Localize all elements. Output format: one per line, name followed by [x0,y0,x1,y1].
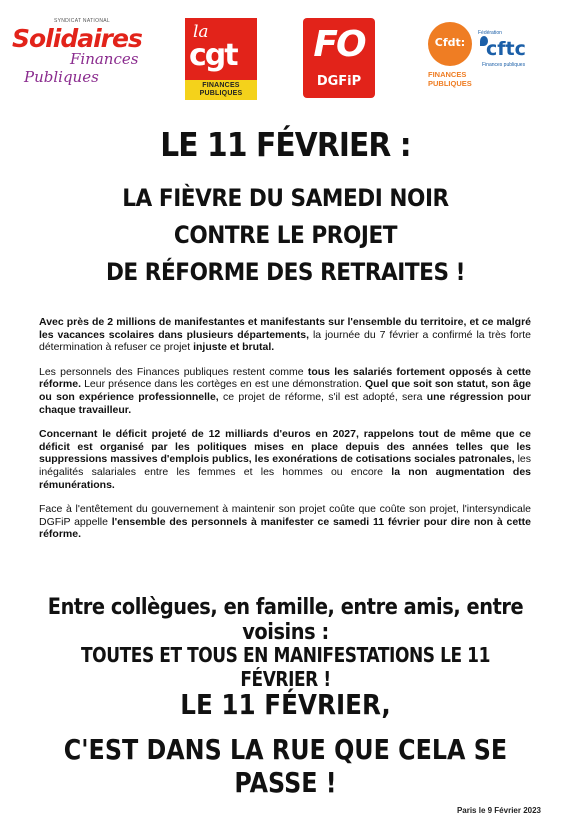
paragraph-1 [39,316,531,354]
cgt-band-line2: PUBLIQUES [199,90,243,97]
paragraph-4 [39,503,531,541]
cfdt-finances: FINANCES [428,70,467,79]
cgt-band [185,80,257,100]
p2-bold-d: Quel que soit son statut, son âge ou son expérience professionnelle, [39,378,531,403]
subtitle-line2: CONTRE LE PROJET [173,221,398,249]
cfdt-cftc-logo [424,20,564,100]
p4-text-a: Face à l'entêtement du gouvernement à maintenir son projet coûte que coûte son projet, l'intersyndicale DGFiP appelle [39,503,531,528]
slogan-line1: Entre collègues, en famille, entre amis, entre voisins : [47,595,524,645]
p3-bold-c: la non augmentation des rémunérations. [39,465,531,491]
p1-text-b: la [312,328,322,341]
logos-header [0,0,571,110]
cfdt-publiques: PUBLIQUES [428,79,472,88]
fo-logo [303,18,375,98]
p2-text-e: ce projet de réforme, s'il est adopté, sera [218,390,427,403]
fo-name: FO [313,24,365,65]
cftc-sub-label: Finances publiques [482,62,526,68]
slogan-line4: C'EST DANS LA RUE QUE CELA SE PASSE ! [63,733,508,799]
p1-bold-a: Avec près de 2 millions de manifestantes et manifestants sur l'ensemble du territoire, et ce malgré les vacances scolaires dans plusieurs départements, [39,316,531,341]
p3-bold-a: Concernant le déficit projeté de 12 milliards d'euros en 2027, rappelons tout de même que ce déficit est organisé par les politiques mises en place depuis des années telles que les suppressions massives d'emplois publics, les exonérations de cotisations sociales patronales, [39,428,531,466]
paragraph-2 [39,366,531,416]
p4-bold-b: l'ensemble des personnels à manifester ce samedi 11 février pour dire non à cette réforme. [39,515,531,541]
cfdt-circle [428,22,472,66]
body-text [39,316,531,553]
date-footer: Paris le 9 Février 2023 [456,806,541,815]
solidaires-finances: Finances [70,50,139,68]
solidaires-small-label: SYNDICAT NATIONAL [54,18,110,24]
slogan-line2: TOUTES ET TOUS EN MANIFESTATIONS LE 11 FÉVRIER ! [81,643,490,691]
cgt-name: cgt [189,38,237,73]
cgt-band-line1: FINANCES [202,82,240,89]
subtitle-line1: LA FIÈVRE DU SAMEDI NOIR [122,184,449,212]
cftc-name: cftc [486,38,526,60]
p2-bold-f: une régression pour chaque travailleur. [39,390,531,416]
p2-bold-b: tous les salariés fortement opposés à cette réforme. [39,365,532,391]
cgt-la: la [193,22,209,42]
p3-text-b: les inégalités salariales entre les femmes et les hommes ou encore [39,453,531,478]
solidaires-publiques: Publiques [24,68,99,86]
paragraph-3 [39,428,531,491]
p1-text-c: journée du 7 février a confirmé la très forte détermination à refuser ce projet [39,328,531,354]
subtitle-line3: DE RÉFORME DES RETRAITES ! [105,258,466,286]
p1-bold-d: injuste et brutal. [193,341,275,354]
solidaires-logo [10,14,140,94]
solidaires-name: Solidaires [12,24,142,53]
cfdt-name: Cfdt: [434,36,466,49]
main-title: LE 11 FÉVRIER : [160,125,411,164]
p2-text-a: Les personnels des Finances publiques restent comme [39,365,308,378]
p2-text-c: Leur présence dans les cortèges en est une démonstration. [81,378,365,391]
cftc-small-label: Fédération [478,30,502,36]
fo-dgfip: DGFiP [316,74,362,89]
cgt-logo [185,18,257,100]
cftc-logo [478,28,560,78]
slogan-line3: LE 11 FÉVRIER, [180,688,391,721]
